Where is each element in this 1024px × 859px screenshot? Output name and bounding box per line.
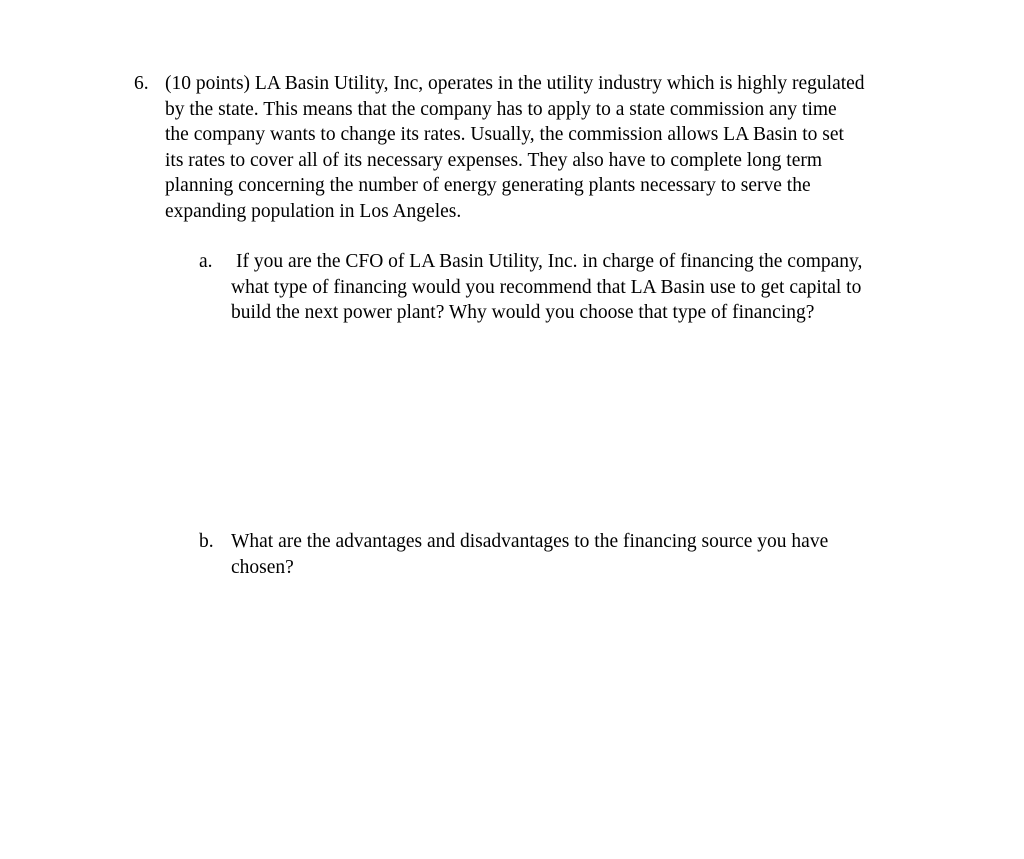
part-b-line: chosen? — [231, 557, 294, 578]
part-a-line: If you are the CFO of LA Basin Utility, Inc. in charge of financing the company, — [236, 251, 863, 272]
question-line: by the state. This means that the company has to apply to a state commission any time — [165, 99, 837, 120]
part-a-marker: a. — [199, 251, 213, 272]
question-line: expanding population in Los Angeles. — [165, 201, 462, 222]
part-b-line: What are the advantages and disadvantages to the financing source you have — [231, 531, 829, 552]
part-b-marker: b. — [199, 531, 214, 552]
question-line: planning concerning the number of energy generating plants necessary to serve the — [165, 175, 811, 196]
question-line: the company wants to change its rates. Usually, the commission allows LA Basin to set — [165, 124, 844, 145]
part-a-line: what type of financing would you recommend that LA Basin use to get capital to — [231, 277, 862, 298]
question-line: (10 points) LA Basin Utility, Inc, operates in the utility industry which is highly regulated — [165, 73, 865, 94]
question-line: its rates to cover all of its necessary expenses. They also have to complete long term — [165, 150, 823, 171]
part-a-line: build the next power plant? Why would you choose that type of financing? — [231, 302, 815, 323]
question-number: 6. — [134, 73, 149, 94]
